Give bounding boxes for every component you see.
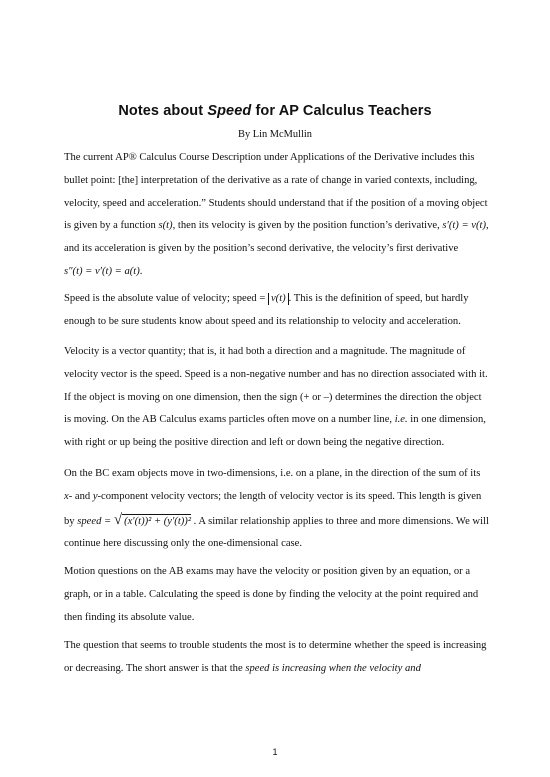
paragraph-1	[64, 147, 490, 284]
paragraph-4	[64, 463, 490, 556]
p2-text-b: . This is the definition of speed, but hardly enough to be sure students know about speed and its relationship to velocity and acceleration.	[64, 293, 469, 327]
p5-text: Motion questions on the AB exams may have the velocity or position given by an equation, or a graph, or in a table. Calculating the speed is done by finding the velocity at the point required and then finding its absolute value.	[64, 566, 479, 623]
p4-y: y	[92, 490, 98, 502]
p6-emphasis: speed is increasing when the velocity and	[245, 662, 421, 674]
paragraph-2	[64, 288, 490, 334]
p2-text-a: Speed is the absolute value of velocity; speed =	[64, 293, 268, 304]
paragraph-6	[64, 635, 490, 681]
p1-text-b: , then its velocity is given by the position function’s derivative,	[172, 220, 443, 232]
math-velocity: s′(t) = v(t)	[442, 220, 486, 232]
math-abs-velocity: v(t)	[268, 293, 289, 305]
p1-text-a: The current AP® Calculus Course Description under Applications of the Derivative includes this bullet point: [the] interpretation of the derivative as a rate of change in varied contexts, including, velocity, speed and acceleration.” Students should understand that if the position of a moving object is given by a function	[64, 152, 488, 232]
sqrt-symbol: √	[113, 511, 123, 528]
title-emphasis: Speed	[207, 103, 252, 119]
p3-ie: i.e.	[394, 414, 408, 426]
author-byline: By Lin McMullin	[238, 129, 312, 140]
math-position-function: s(t)	[158, 220, 173, 232]
math-speed-radicand: (x′(t))² + (y′(t))²	[124, 515, 192, 527]
p4-text-b: - and	[68, 490, 93, 502]
p1-text-d: .	[139, 265, 143, 277]
page-number: 1	[272, 747, 278, 757]
p4-text-c: -component velocity vectors; the length of velocity vector is its speed. This length is given by	[64, 490, 482, 527]
paragraph-3	[64, 341, 490, 455]
p4-text-d: . A similar relationship applies to three and more dimensions. We will continue here discussing only the one-dimensional case.	[64, 515, 489, 550]
p4-text-a: On the BC exam objects move in two-dimensions, i.e. on a plane, in the direction of the sum of its	[64, 468, 481, 479]
math-speed-formula	[77, 511, 192, 528]
title-prefix: Notes about	[118, 103, 208, 119]
p4-x: x	[64, 490, 69, 502]
title-suffix: for AP Calculus Teachers	[251, 103, 432, 119]
document-title	[0, 103, 550, 119]
p3-text-a: Velocity is a vector quantity; that is, it had both a direction and a magnitude. The magnitude of velocity vector is the speed. Speed is a non-negative number and has no direction associated with it. If the object is moving on one dimension, then the sign (+ or –) determines the direction the object is moving. On the AB Calculus exams particles often move on a number line,	[64, 346, 488, 426]
p6-text-a: The question that seems to trouble students the most is to determine whether the speed is increasing or decreasing. The short answer is that the	[64, 640, 487, 674]
math-acceleration: s″(t) = v′(t) = a(t)	[64, 265, 140, 277]
p3-text-b: in one dimension, with right or up being the positive direction and left or down being the negative direction.	[64, 414, 486, 449]
math-speed-lhs: speed =	[77, 515, 114, 527]
paragraph-5	[64, 561, 490, 629]
p1-text-c: , and its acceleration is given by the position’s second derivative, the velocity’s first derivative	[64, 220, 489, 255]
